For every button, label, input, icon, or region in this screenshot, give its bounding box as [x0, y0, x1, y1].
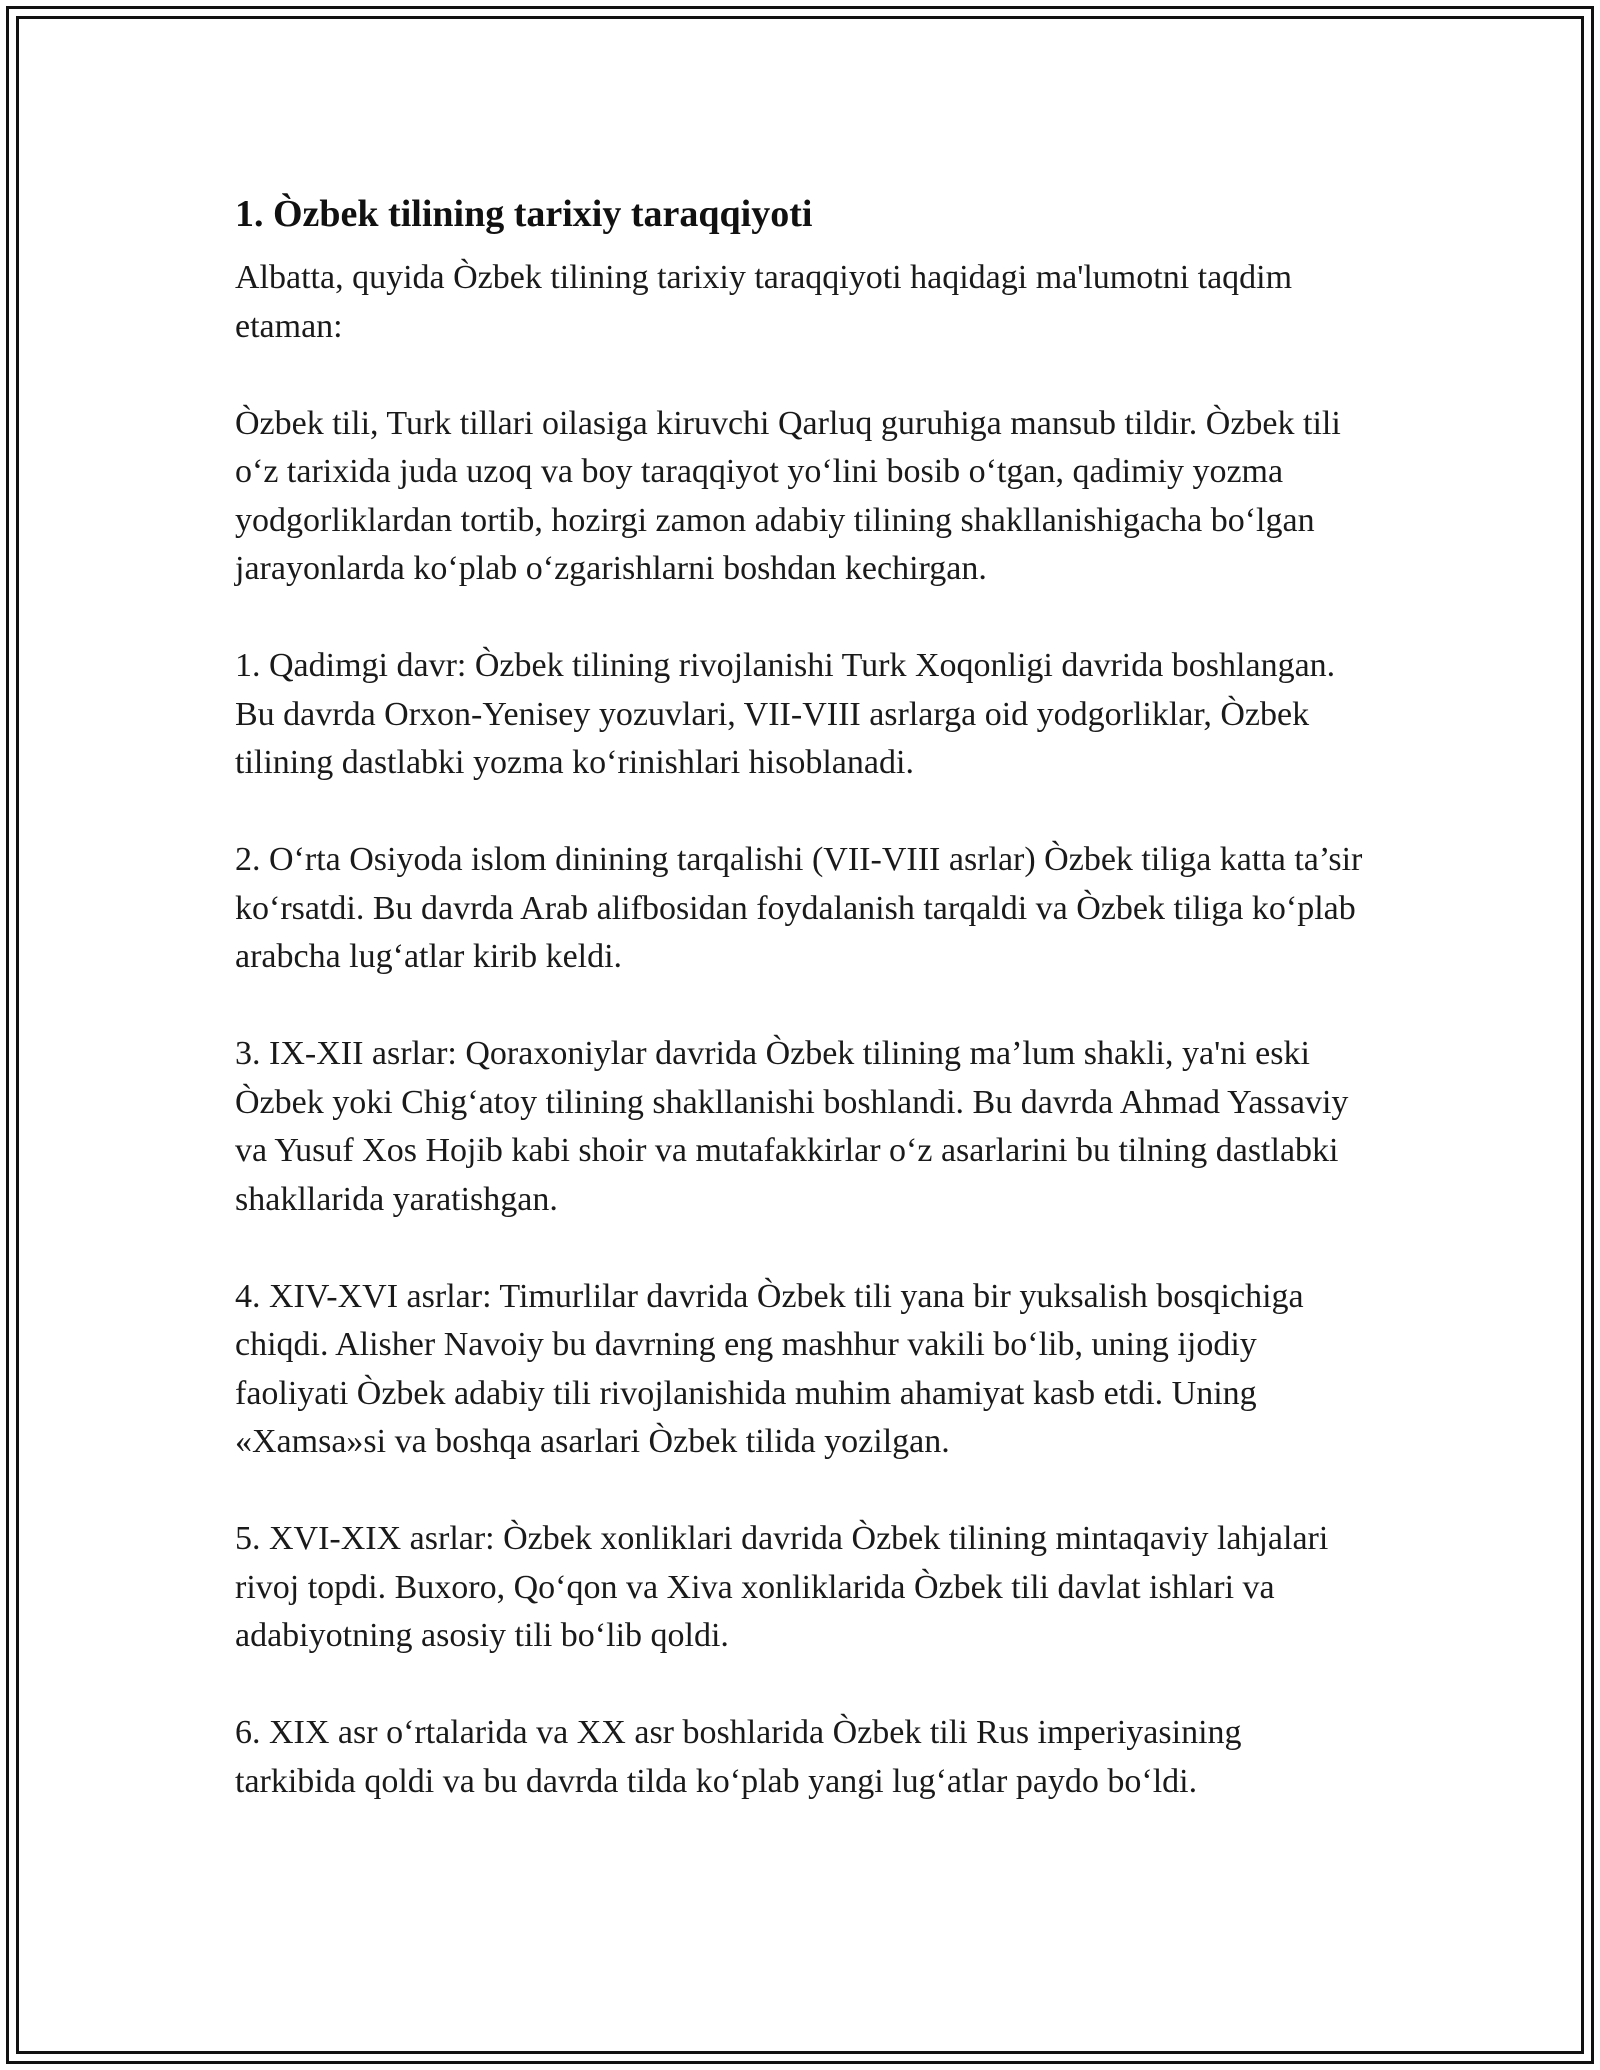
list-item-2: 2. O‘rta Osiyoda islom dinining tarqalishi (VII-VIII asrlar) Òzbek tiliga katta ta’sir ko‘rsatdi. Bu davrda Arab alifbosidan foydalanish tarqaldi va Òzbek tiliga ko‘plab arabcha lug‘atlar kirib keldi.	[235, 841, 1363, 975]
document-title: 1. Òzbek tilining tarixiy taraqqiyoti	[235, 193, 813, 235]
list-item-6: 6. XIX asr o‘rtalarida va XX asr boshlarida Òzbek tili Rus imperiyasining tarkibida qoldi va bu davrda tilda ko‘plab yangi lug‘atlar paydo bo‘ldi.	[235, 1714, 1242, 1800]
document-body	[235, 186, 1365, 1806]
list-item-4: 4. XIV-XVI asrlar: Timurlilar davrida Òzbek tili yana bir yuksalish bosqichiga chiqdi. Alisher Navoiy bu davrning eng mashhur vakili bo‘lib, uning ijodiy faoliyati Òzbek adabiy tili rivojlanishida muhim ahamiyat kasb etdi. Uning «Xamsa»si va boshqa asarlari Òzbek tilida yozilgan.	[235, 1277, 1304, 1460]
overview-paragraph: Òzbek tili, Turk tillari oilasiga kiruvchi Qarluq guruhiga mansub tildir. Òzbek tili o‘z tarixida juda uzoq va boy taraqqiyot yo‘lini bosib o‘tgan, qadimiy yozma yodgorliklardan tortib, hozirgi zamon adabiy tilining shakllanishigacha bo‘lgan jarayonlarda ko‘plab o‘zgarishlarni boshdan kechirgan.	[235, 404, 1341, 587]
list-item-3: 3. IX-XII asrlar: Qoraxoniylar davrida Òzbek tilining ma’lum shakli, ya'ni eski Òzbek yoki Chig‘atoy tilining shakllanishi boshlandi. Bu davrda Ahmad Yassaviy va Yusuf Xos Hojib kabi shoir va mutafakkirlar o‘z asarlarini bu tilning dastlabki shakllarida yaratishgan.	[235, 1035, 1349, 1218]
intro-paragraph: Albatta, quyida Òzbek tilining tarixiy taraqqiyoti haqidagi ma'lumotni taqdim etaman:	[235, 259, 1293, 345]
list-item-5: 5. XVI-XIX asrlar: Òzbek xonliklari davrida Òzbek tilining mintaqaviy lahjalari rivoj topdi. Buxoro, Qo‘qon va Xiva xonliklarida Òzbek tili davlat ishlari va adabiyotning asosiy tili bo‘lib qoldi.	[235, 1520, 1329, 1654]
list-item-1: 1. Qadimgi davr: Òzbek tilining rivojlanishi Turk Xoqonligi davrida boshlangan. Bu davrda Orxon-Yenisey yozuvlari, VII-VIII asrlarga oid yodgorliklar, Òzbek tilining dastlabki yozma ko‘rinishlari hisoblanadi.	[235, 647, 1336, 781]
